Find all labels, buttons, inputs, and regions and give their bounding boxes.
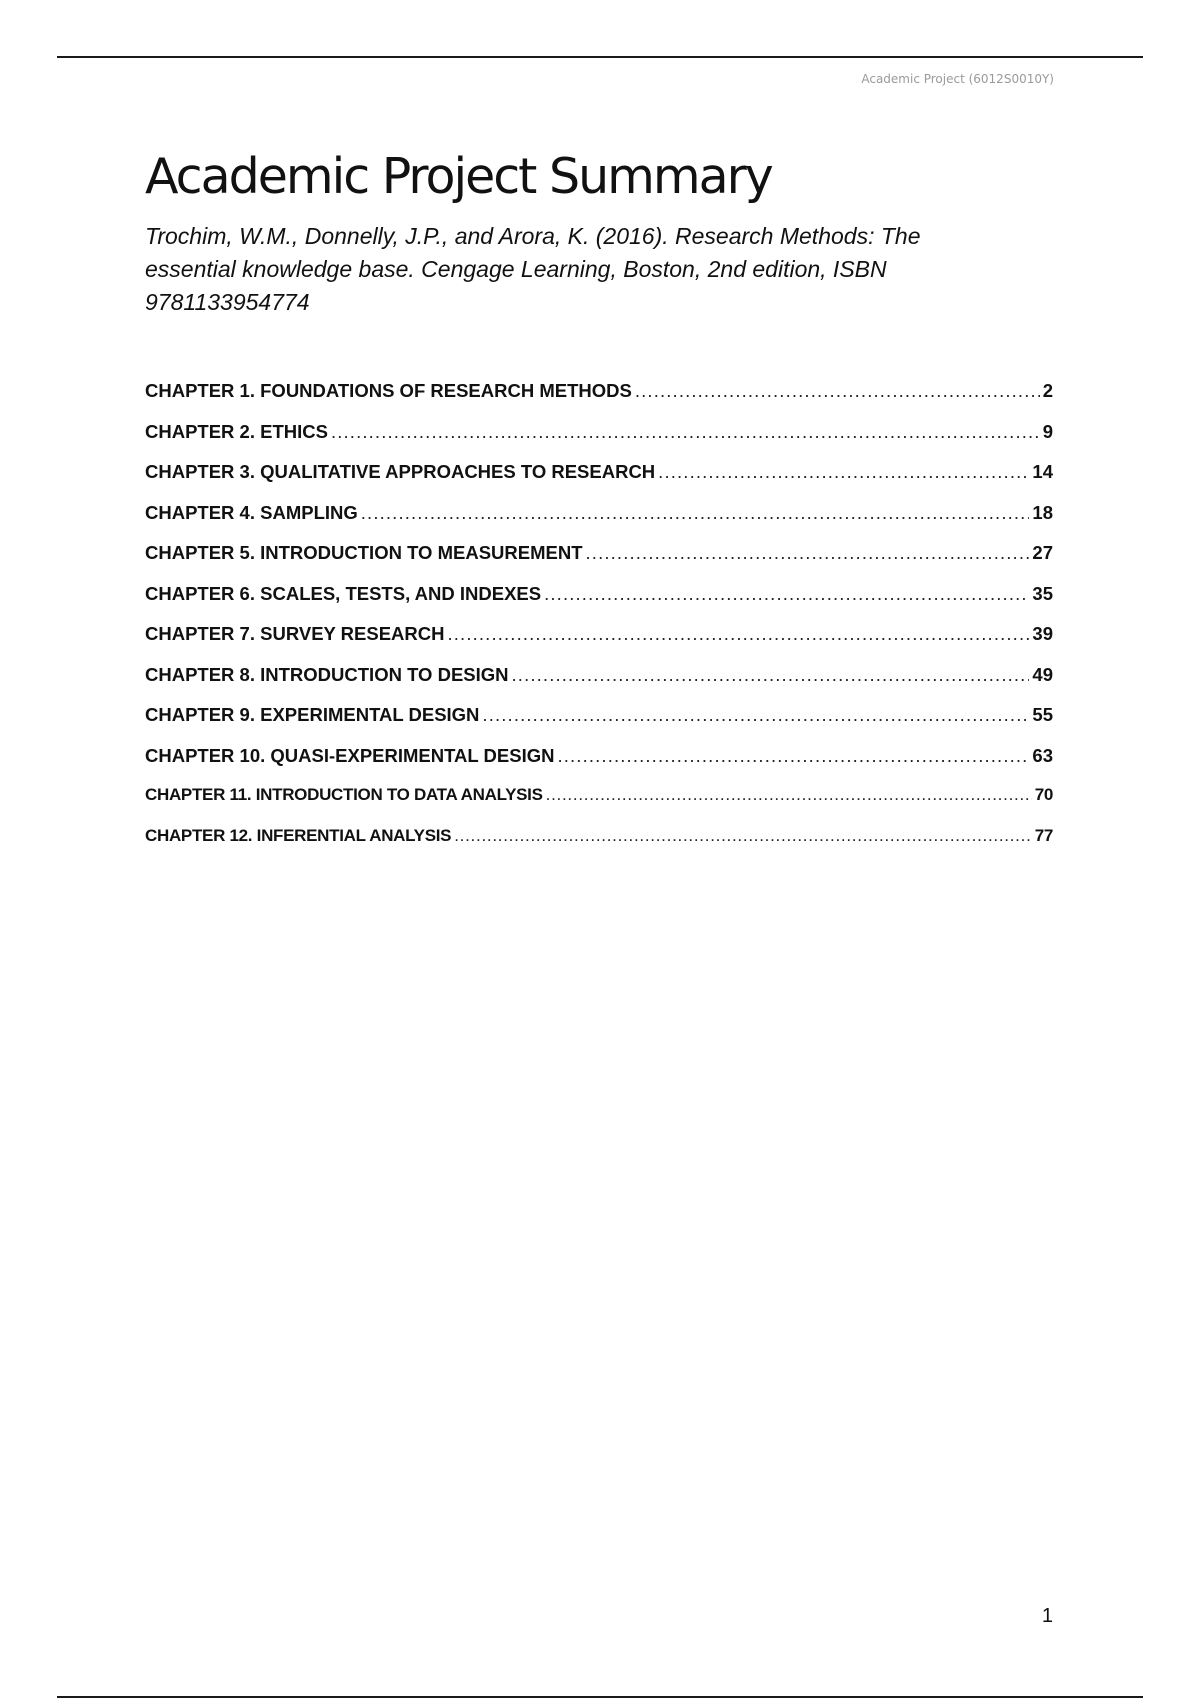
toc-entry-page: 2 bbox=[1042, 380, 1053, 401]
toc-dot-leader bbox=[331, 421, 1040, 443]
toc-entry-label: CHAPTER 11. INTRODUCTION TO DATA ANALYSIS bbox=[145, 785, 543, 804]
page-title: Academic Project Summary bbox=[145, 148, 772, 205]
page-number: 1 bbox=[1041, 1605, 1053, 1627]
toc-entry[interactable] bbox=[145, 745, 1053, 786]
toc-dot-leader bbox=[635, 380, 1040, 402]
bottom-rule bbox=[57, 1696, 1143, 1698]
toc-dot-leader bbox=[482, 704, 1029, 726]
toc-entry[interactable] bbox=[145, 380, 1053, 421]
toc-dot-leader bbox=[586, 542, 1030, 564]
toc-entry-page: 14 bbox=[1032, 461, 1053, 482]
toc-entry-page: 49 bbox=[1032, 663, 1053, 685]
toc-entry-page: 55 bbox=[1032, 704, 1053, 725]
toc-entry-label: CHAPTER 6. SCALES, TESTS, AND INDEXES bbox=[145, 582, 542, 604]
toc-entry-page: 63 bbox=[1032, 744, 1053, 766]
toc-entry-label: CHAPTER 10. QUASI-EXPERIMENTAL DESIGN bbox=[145, 744, 555, 766]
toc-entry-label: CHAPTER 1. FOUNDATIONS OF RESEARCH METHODS bbox=[145, 380, 632, 401]
toc-dot-leader bbox=[544, 583, 1029, 605]
toc-entry[interactable] bbox=[145, 421, 1053, 462]
toc-entry[interactable] bbox=[145, 826, 1053, 867]
toc-entry-label: CHAPTER 3. QUALITATIVE APPROACHES TO RESEARCH bbox=[145, 461, 656, 482]
toc-entry-label: CHAPTER 9. EXPERIMENTAL DESIGN bbox=[145, 704, 480, 725]
toc-entry[interactable] bbox=[145, 623, 1053, 664]
toc-dot-leader bbox=[658, 461, 1029, 483]
toc-entry-label: CHAPTER 4. SAMPLING bbox=[145, 501, 358, 523]
toc-entry[interactable] bbox=[145, 704, 1053, 745]
toc-entry-page: 39 bbox=[1032, 623, 1053, 644]
toc-dot-leader bbox=[448, 623, 1030, 645]
toc-dot-leader bbox=[512, 664, 1030, 686]
toc-entry[interactable] bbox=[145, 502, 1053, 543]
toc-entry-page: 9 bbox=[1042, 420, 1053, 442]
toc-entry[interactable] bbox=[145, 542, 1053, 583]
toc-dot-leader bbox=[454, 826, 1031, 846]
running-header: Academic Project (6012S0010Y) bbox=[861, 72, 1054, 86]
toc-entry-page: 70 bbox=[1034, 785, 1053, 804]
toc-entry-label: CHAPTER 7. SURVEY RESEARCH bbox=[145, 623, 445, 644]
toc-entry[interactable] bbox=[145, 583, 1053, 624]
toc-entry-page: 77 bbox=[1034, 825, 1053, 845]
toc-entry[interactable] bbox=[145, 785, 1053, 826]
table-of-contents bbox=[145, 380, 1053, 866]
toc-entry-label: CHAPTER 2. ETHICS bbox=[145, 420, 328, 442]
toc-dot-leader bbox=[557, 745, 1029, 767]
toc-dot-leader bbox=[546, 785, 1032, 805]
citation: Trochim, W.M., Donnelly, J.P., and Arora, K. (2016). Research Methods: The essential knowledge base. Cengage Learning, Boston, 2nd edition, ISBN 9781133954774 bbox=[145, 223, 921, 315]
toc-entry-label: CHAPTER 8. INTRODUCTION TO DESIGN bbox=[145, 663, 509, 685]
toc-entry-label: CHAPTER 12. INFERENTIAL ANALYSIS bbox=[145, 825, 452, 845]
top-rule bbox=[57, 56, 1143, 58]
toc-entry-page: 27 bbox=[1032, 542, 1053, 563]
toc-entry-label: CHAPTER 5. INTRODUCTION TO MEASUREMENT bbox=[145, 542, 583, 563]
toc-entry-page: 35 bbox=[1032, 582, 1053, 604]
toc-entry[interactable] bbox=[145, 461, 1053, 502]
toc-entry-page: 18 bbox=[1032, 501, 1053, 523]
toc-dot-leader bbox=[361, 502, 1030, 524]
toc-entry[interactable] bbox=[145, 664, 1053, 705]
